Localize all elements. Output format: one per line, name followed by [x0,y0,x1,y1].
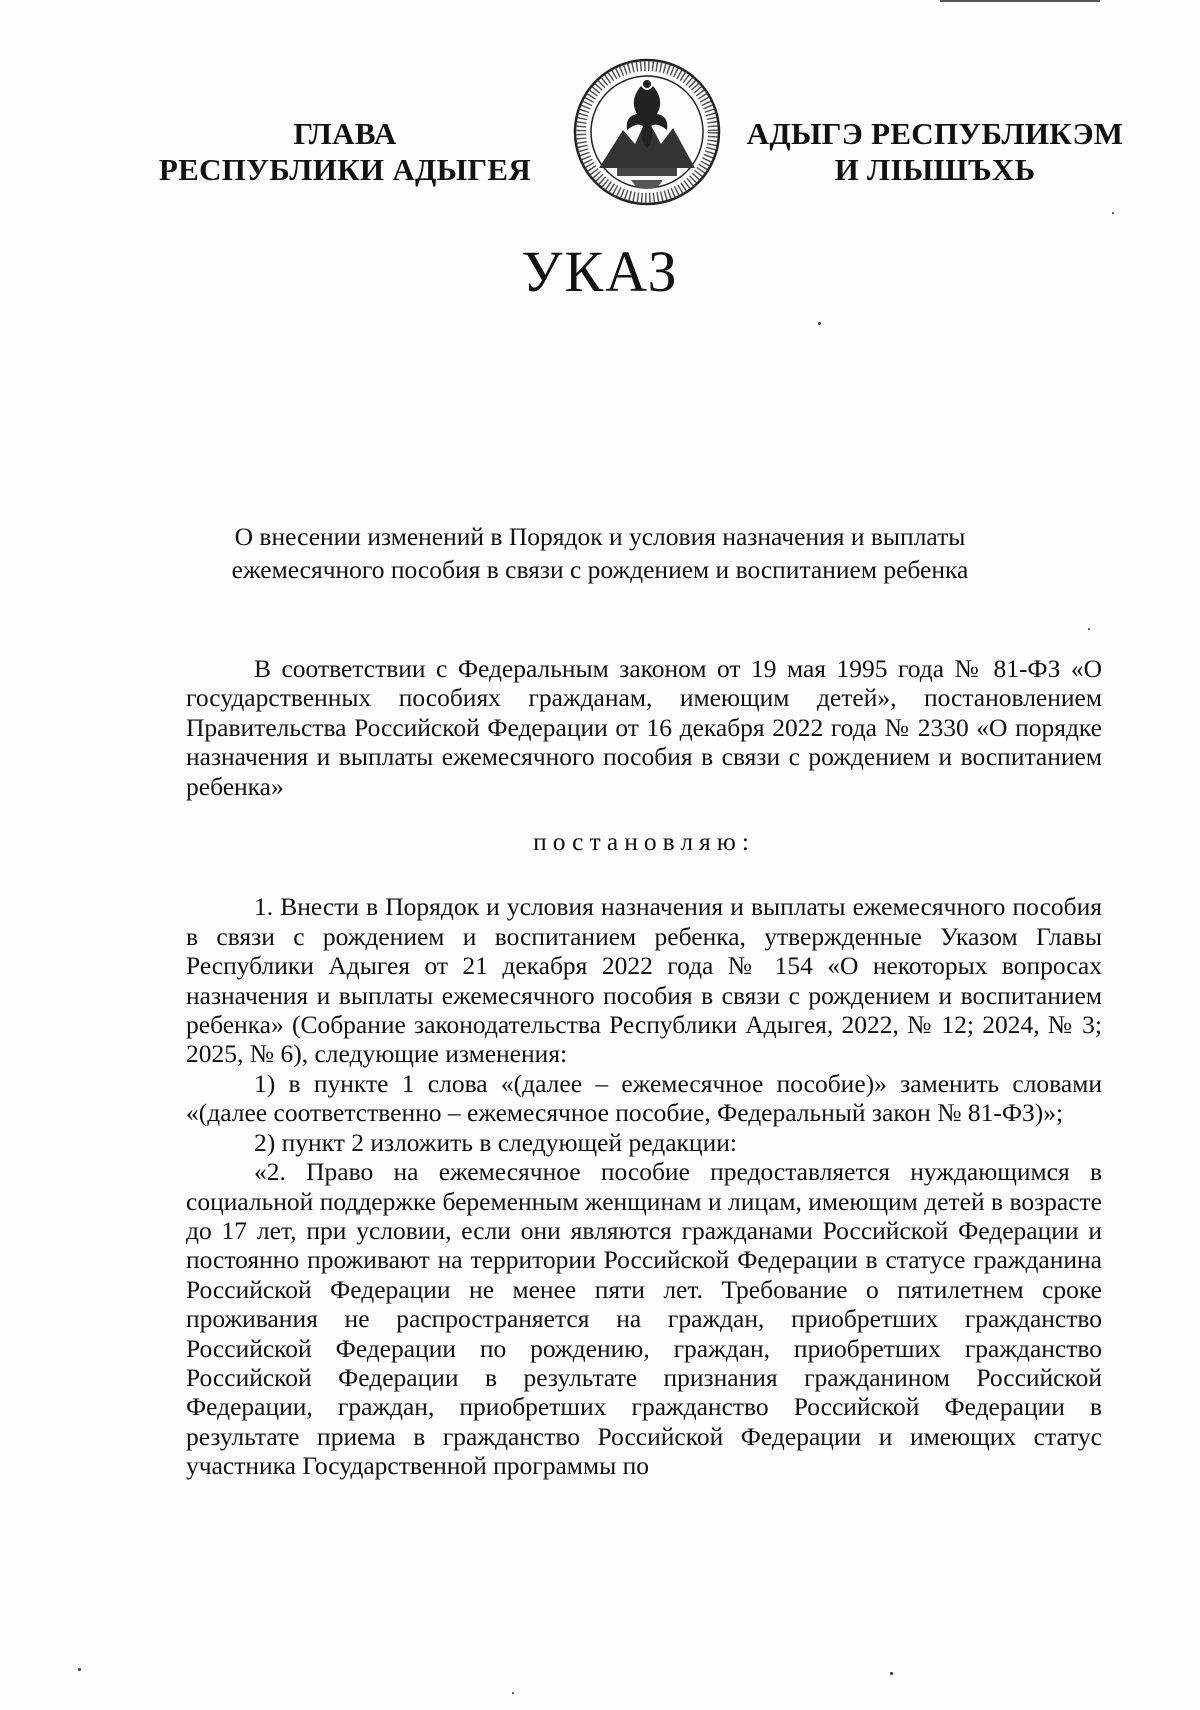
header-left-line1: ГЛАВА [293,116,397,151]
scan-speck [1112,212,1114,214]
scan-speck [512,1692,514,1694]
document-subject [180,520,1020,586]
scan-speck [78,1668,81,1671]
paragraph-1: 1. Внести в Порядок и условия назначения и выплаты ежемесячного пособия в связи с рождением и воспитанием ребенка, утвержденные Указом Главы Республики Адыгея от 21 декабря 2022 года № 154 «О некоторых вопросах назначения и выплаты ежемесячного пособия в связи с рождением и воспитанием ребенка» (Собрание законодательства Республики Адыгея, 2022, № 12; 2024, № 3; 2025, № 6), следующие изменения: [186,892,1102,1069]
document-title: УКАЗ [521,239,679,304]
subject-line1: О внесении изменений в Порядок и условия назначения и выплаты [234,522,966,551]
preamble-paragraph: В соответствии с Федеральным законом от 19 мая 1995 года № 81-ФЗ «О государственных пособиях гражданам, имеющим детей», постановлением Правительства Российской Федерации от 16 декабря 2022 года № 2330 «О порядке назначения и выплаты ежемесячного пособия в связи с рождением и воспитанием ребенка» [186,654,1102,801]
paragraph-2: 1) в пункте 1 слова «(далее – ежемесячное пособие)» заменить словами «(далее соответственно – ежемесячное пособие, Федеральный закон № 81-ФЗ)»; [186,1068,1102,1128]
paragraph-3: 2) пункт 2 изложить в следующей редакции: [254,1127,737,1157]
document-body [186,654,1102,1481]
decree-word: постановляю: [533,827,755,857]
subject-line2: ежемесячного пособия в связи с рождением и воспитанием ребенка [231,555,969,584]
scan-edge-line [940,0,1100,2]
scan-speck [1088,628,1090,630]
header-right [740,116,1130,188]
header-left-line2: РЕСПУБЛИКИ АДЫГЕЯ [158,152,532,187]
scan-speck [818,322,821,325]
header-right-line2: И ЛІЫШЪХЬ [834,152,1036,187]
scan-speck [890,1672,893,1675]
header-right-line1: АДЫГЭ РЕСПУБЛИКЭМ [746,116,1124,151]
header-left [150,116,540,188]
coat-of-arms-emblem [571,56,723,208]
paragraph-4: «2. Право на ежемесячное пособие предоставляется нуждающимся в социальной поддержке беременным женщинам и лицам, имеющим детей в возрасте до 17 лет, при условии, если они являются гражданами Российской Федерации и постоянно проживают на территории Российской Федерации в статусе гражданина Российской Федерации не менее пяти лет. Требование о пятилетнем сроке проживания не распространяется на граждан, приобретших гражданство Российской Федерации по рождению, граждан, приобретших гражданство Российской Федерации в результате признания гражданином Российской Федерации, граждан, приобретших гражданство Российской Федерации в результате приема в гражданство Российской Федерации и имеющих статус участника Государственной программы по [186,1157,1102,1481]
